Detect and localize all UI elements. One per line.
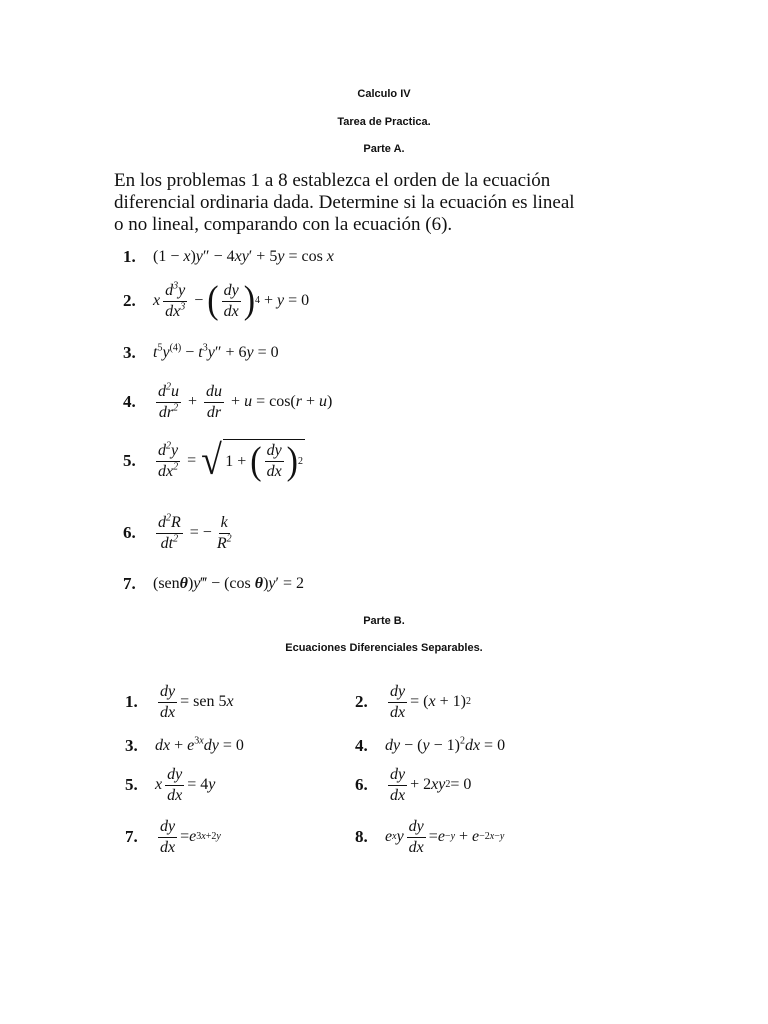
part-b-problem-8 [355, 818, 504, 856]
assignment-title: Tarea de Practica. [337, 116, 431, 128]
problem-number: 4. [123, 392, 136, 412]
problem-number: 5. [125, 775, 138, 795]
problem-number: 8. [355, 827, 368, 847]
problem-number: 4. [355, 736, 368, 755]
part-b-problem-3 [125, 736, 244, 756]
part-a-problem-4 [123, 383, 332, 421]
equation: $\frac{dy}{dx}$ + 2 xy 2 = 0 [390, 766, 472, 804]
problem-number: 7. [123, 574, 136, 593]
problem-number: 5. [123, 451, 136, 470]
part-b-problem-2 [355, 683, 471, 721]
part-a-problem-5 [123, 440, 305, 482]
part-b-problem-5 [125, 766, 215, 804]
part-b-problem-6 [355, 766, 471, 804]
problem-number: 3. [125, 736, 138, 755]
part-b-heading: Parte B. [363, 615, 405, 627]
equation: e x y $\frac{dy}{dx}$ = e −y + e −2x−y [385, 818, 505, 856]
part-b-problem-4 [355, 736, 505, 756]
equation: $\frac{dy}{dx}$ = sen 5 x [160, 683, 234, 721]
problem-number: 6. [123, 523, 136, 543]
part-b-problem-1 [125, 683, 234, 721]
equation: dx + $e^{3x}dy = 0$ [155, 735, 244, 754]
equation: (senθ)y‴ − (cos θ)y′ = 2 [153, 575, 305, 592]
part-b-subtitle: Ecuaciones Diferenciales Separables. [285, 642, 483, 654]
problem-number: 2. [355, 692, 368, 712]
problem-number: 2. [123, 291, 136, 311]
part-b-problem-7 [125, 818, 221, 856]
part-a-heading: Parte A. [363, 143, 405, 155]
part-a-problem-2 [123, 279, 310, 322]
equation: dy − $(y - 1)^2dx = 0$ [385, 735, 506, 754]
equation: (1 − x)y″ − 4xy′ + 5y = cos x [153, 248, 334, 265]
equation: $\frac{d^2y}{dx^2}$ = √ 1 + ( $\frac{dy}{dx}$ ) 2 [158, 438, 303, 484]
part-a-problem-3 [123, 343, 279, 363]
equation: x $\frac{dy}{dx}$ = 4 y [155, 766, 216, 804]
problem-number: 1. [125, 692, 138, 712]
part-a-problem-6 [123, 514, 237, 552]
equation: $\frac{dy}{dx}$ = e 3x+2y [160, 818, 221, 856]
equation: $\frac{d^2u}{dr^2}$ + $\frac{du}{dr}$ + u = cos( r + u ) [158, 381, 333, 421]
problem-number: 1. [123, 247, 136, 266]
problem-number: 6. [355, 775, 368, 795]
problem-number: 3. [123, 343, 136, 362]
problem-number: 7. [125, 827, 138, 847]
equation: x $\frac{d^3y}{dx^3}$ − ( $\frac{dy}{dx}$ ) 4 + y = 0 [153, 279, 310, 322]
course-title: Calculo IV [357, 88, 411, 100]
part-a-problem-1 [123, 247, 334, 267]
equation: $\frac{d^2R}{dt^2}$ = − $\frac{k}{R^2}$ [158, 512, 232, 552]
equation: $\frac{dy}{dx}$ = ( x + 1) 2 [390, 683, 471, 721]
equation: $t^5y^{(4)} - t^3y'' + 6y = 0$ [153, 342, 279, 361]
part-a-problem-7 [123, 574, 304, 594]
part-a-instructions: En los problemas 1 a 8 establezca el orden de la ecuación diferencial ordinaria dada. Determine si la ecuación es lineal o no lineal, comparando con la ecuación (6). [114, 170, 575, 235]
